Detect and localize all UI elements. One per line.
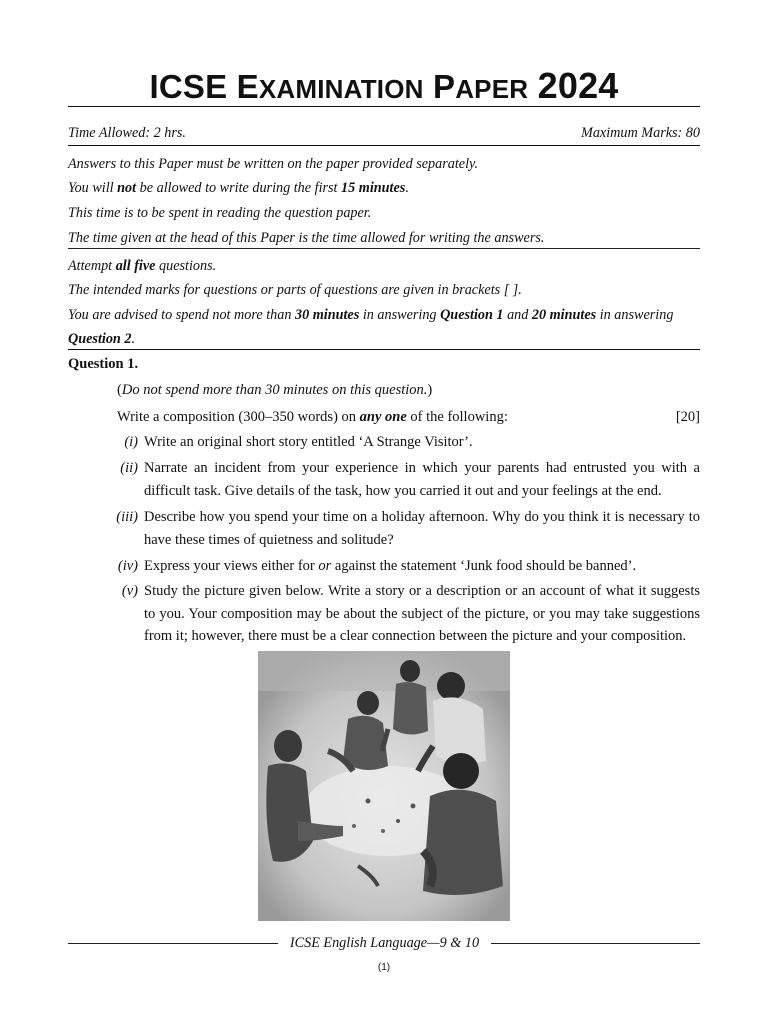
title-divider <box>68 106 700 107</box>
question-1-prompt: Write a composition (300–350 words) on any one of the following: <box>117 409 508 425</box>
instruction-line-7: You are advised to spend not more than 30 minutes in answering Question 1 and 20 minutes in answering <box>68 307 674 323</box>
question-divider <box>68 349 700 350</box>
question-1-note: (Do not spend more than 30 minutes on this question.) <box>117 382 433 398</box>
maximum-marks: Maximum Marks: 80 <box>581 125 700 141</box>
instruction-line-8: Question 2. <box>68 331 136 347</box>
footer-book-title: ICSE English Language—9 & 10 <box>289 935 480 951</box>
header-divider <box>68 145 700 146</box>
paper-title: ICSE EXAMINATION PAPER 2024 <box>149 65 619 106</box>
question-1-marks: [20] <box>675 409 700 425</box>
instruction-line-4: The time given at the head of this Paper is the time allowed for writing the answers. <box>68 230 545 246</box>
children-playing-photo <box>258 651 510 921</box>
option-v: (v) Study the picture given below. Write a story or a description or an account of what it suggests to you. Your composition may be about the subject of the picture, or you may take suggestions from it; however, there must be a clear connection between the picture and your composition. <box>121 583 700 644</box>
option-ii: (ii) Narrate an incident from your experience in which your parents had entrusted you with a difficult task. Give details of the task, how you carried it out and your feelings at the end. <box>120 460 700 499</box>
option-iii: (iii) Describe how you spend your time on a holiday afternoon. Why do you think it is necessary to have these times of quietness and solitude? <box>116 509 700 548</box>
instruction-line-3: This time is to be spent in reading the question paper. <box>68 205 372 221</box>
option-i: (i) Write an original short story entitled ‘A Strange Visitor’. <box>124 434 473 450</box>
instructions-divider <box>68 248 700 249</box>
page-number: (1) <box>377 962 391 973</box>
instruction-line-2: You will not be allowed to write during the first 15 minutes. <box>68 180 409 196</box>
option-iv: (iv) Express your views either for or against the statement ‘Junk food should be banned’. <box>117 558 637 574</box>
paper-year: 2024 <box>537 65 619 106</box>
time-allowed: Time Allowed: 2 hrs. <box>68 125 186 141</box>
question-1-heading: Question 1. <box>68 356 139 372</box>
instruction-line-5: Attempt all five questions. <box>68 258 217 274</box>
instruction-line-6: The intended marks for questions or parts of questions are given in brackets [ ]. <box>68 282 522 298</box>
instruction-line-1: Answers to this Paper must be written on the paper provided separately. <box>68 156 479 172</box>
footer-rule-right <box>491 943 700 944</box>
footer-rule-left <box>68 943 278 944</box>
